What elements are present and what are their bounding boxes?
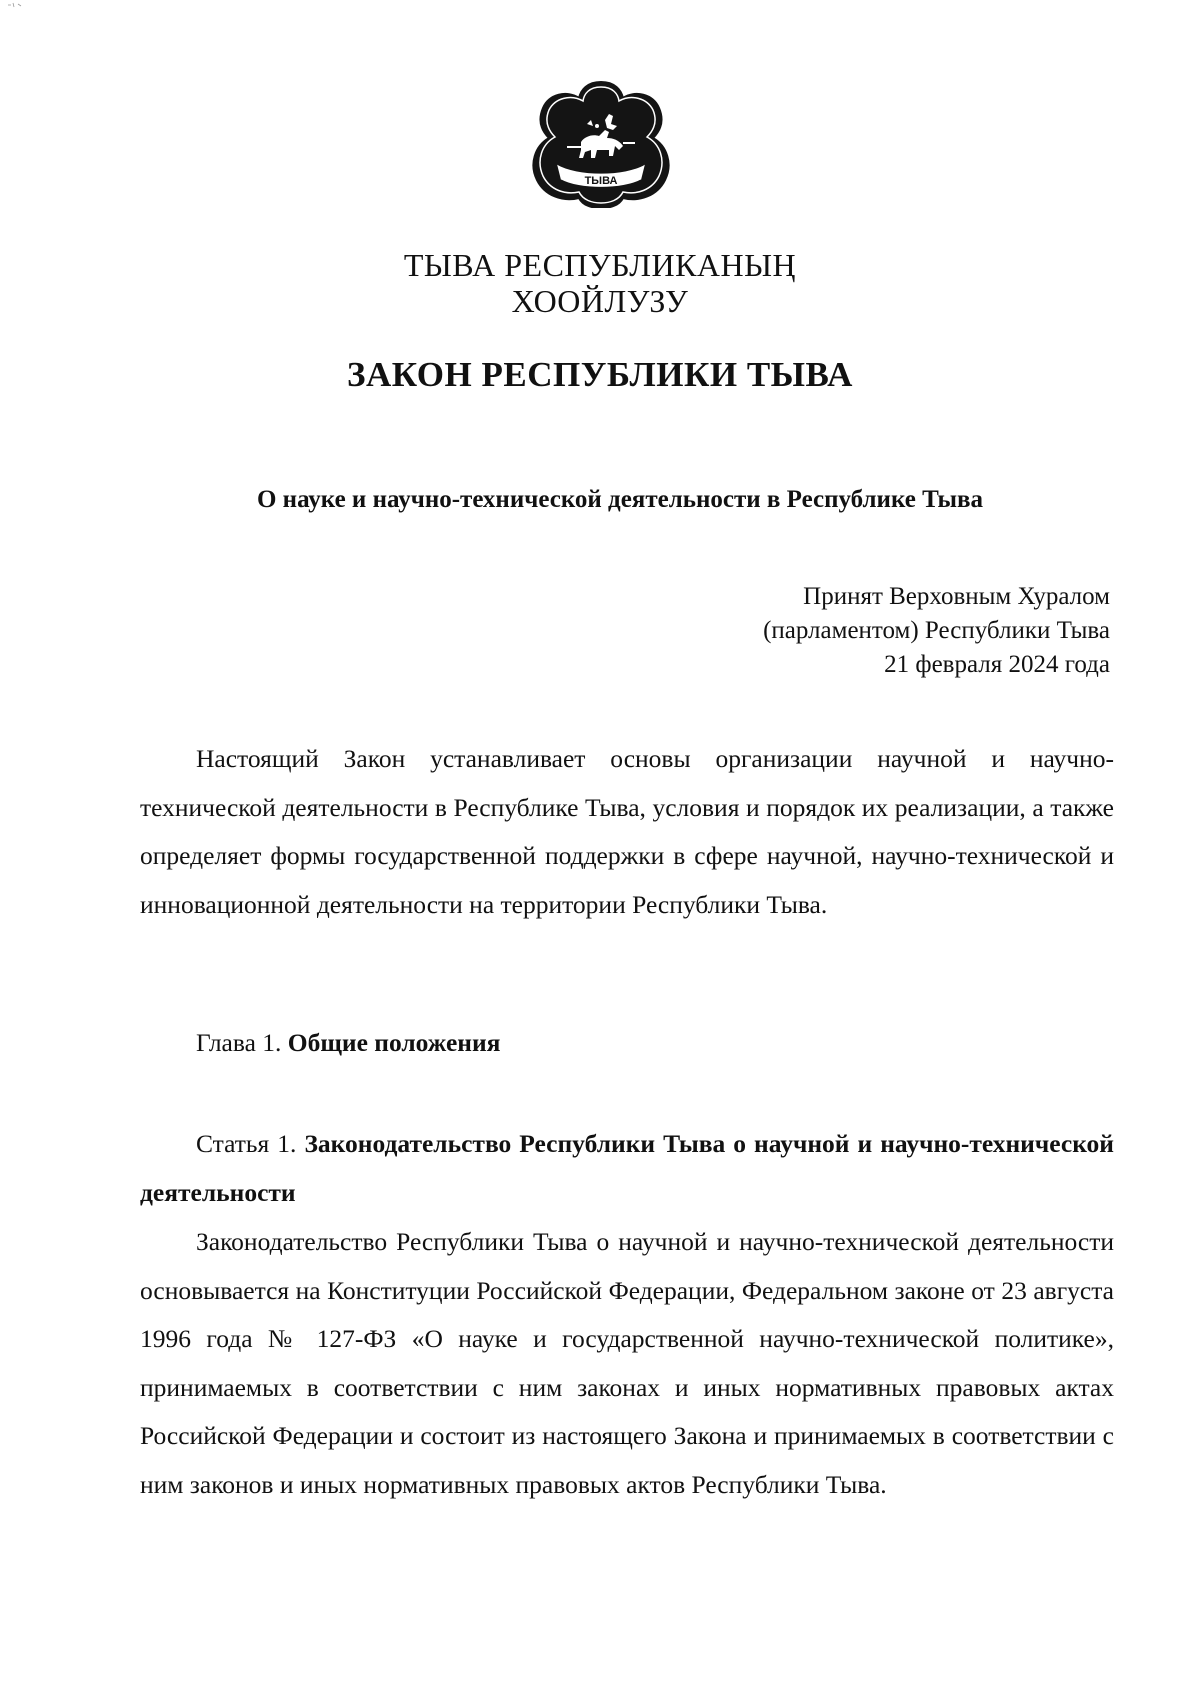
emblem-ribbon-text: ТЫВА (584, 175, 618, 187)
tyva-coat-of-arms-emblem (527, 80, 675, 208)
adoption-date: 21 февраля 2024 года (884, 651, 1110, 678)
article-heading (140, 1120, 1114, 1217)
article-title: Законодательство Республики Тыва о научной и научно-технической деятельности (140, 1129, 1114, 1207)
law-subject: О науке и научно-технической деятельности в Республике Тыва (256, 486, 984, 513)
chapter-heading (196, 1028, 500, 1058)
parliament-name-tyvan-line2: ХООЙЛУЗУ (511, 283, 689, 319)
article-body-paragraph: Законодательство Республики Тыва о научной и научно-технической деятельности основывается на Конституции Российской Федерации, Федеральном законе от 23 августа 1996 года № 127-ФЗ «О науке и государственной научно-технической политике», принимаемых в соответствии с ним законах и иных нормативных правовых актах Российской Федерации и состоит из настоящего Закона и принимаемых в соответствии с ним законов и иных нормативных правовых актов Республики Тыва. (140, 1227, 1114, 1499)
adoption-line-parliament: (парламентом) Республики Тыва (763, 617, 1110, 644)
chapter-number: Глава 1. (196, 1028, 282, 1057)
parliament-name-tyvan-line1: ТЫВА РЕСПУБЛИКАНЫҢ (403, 247, 797, 283)
article-number: Статья 1. (196, 1129, 297, 1158)
scan-artifact (8, 2, 22, 8)
law-title: ЗАКОН РЕСПУБЛИКИ ТЫВА (347, 355, 853, 394)
chapter-title: Общие положения (287, 1028, 501, 1057)
adoption-line-body: Принят Верховным Хуралом (803, 583, 1110, 610)
preamble-paragraph: Настоящий Закон устанавливает основы организации научной и научно-технической деятельности в Республике Тыва, условия и порядок их реализации, а также определяет формы государственной поддержки в сфере научной, научно-технической и инновационной деятельности на территории Республики Тыва. (140, 744, 1114, 919)
adoption-block (763, 580, 1110, 682)
